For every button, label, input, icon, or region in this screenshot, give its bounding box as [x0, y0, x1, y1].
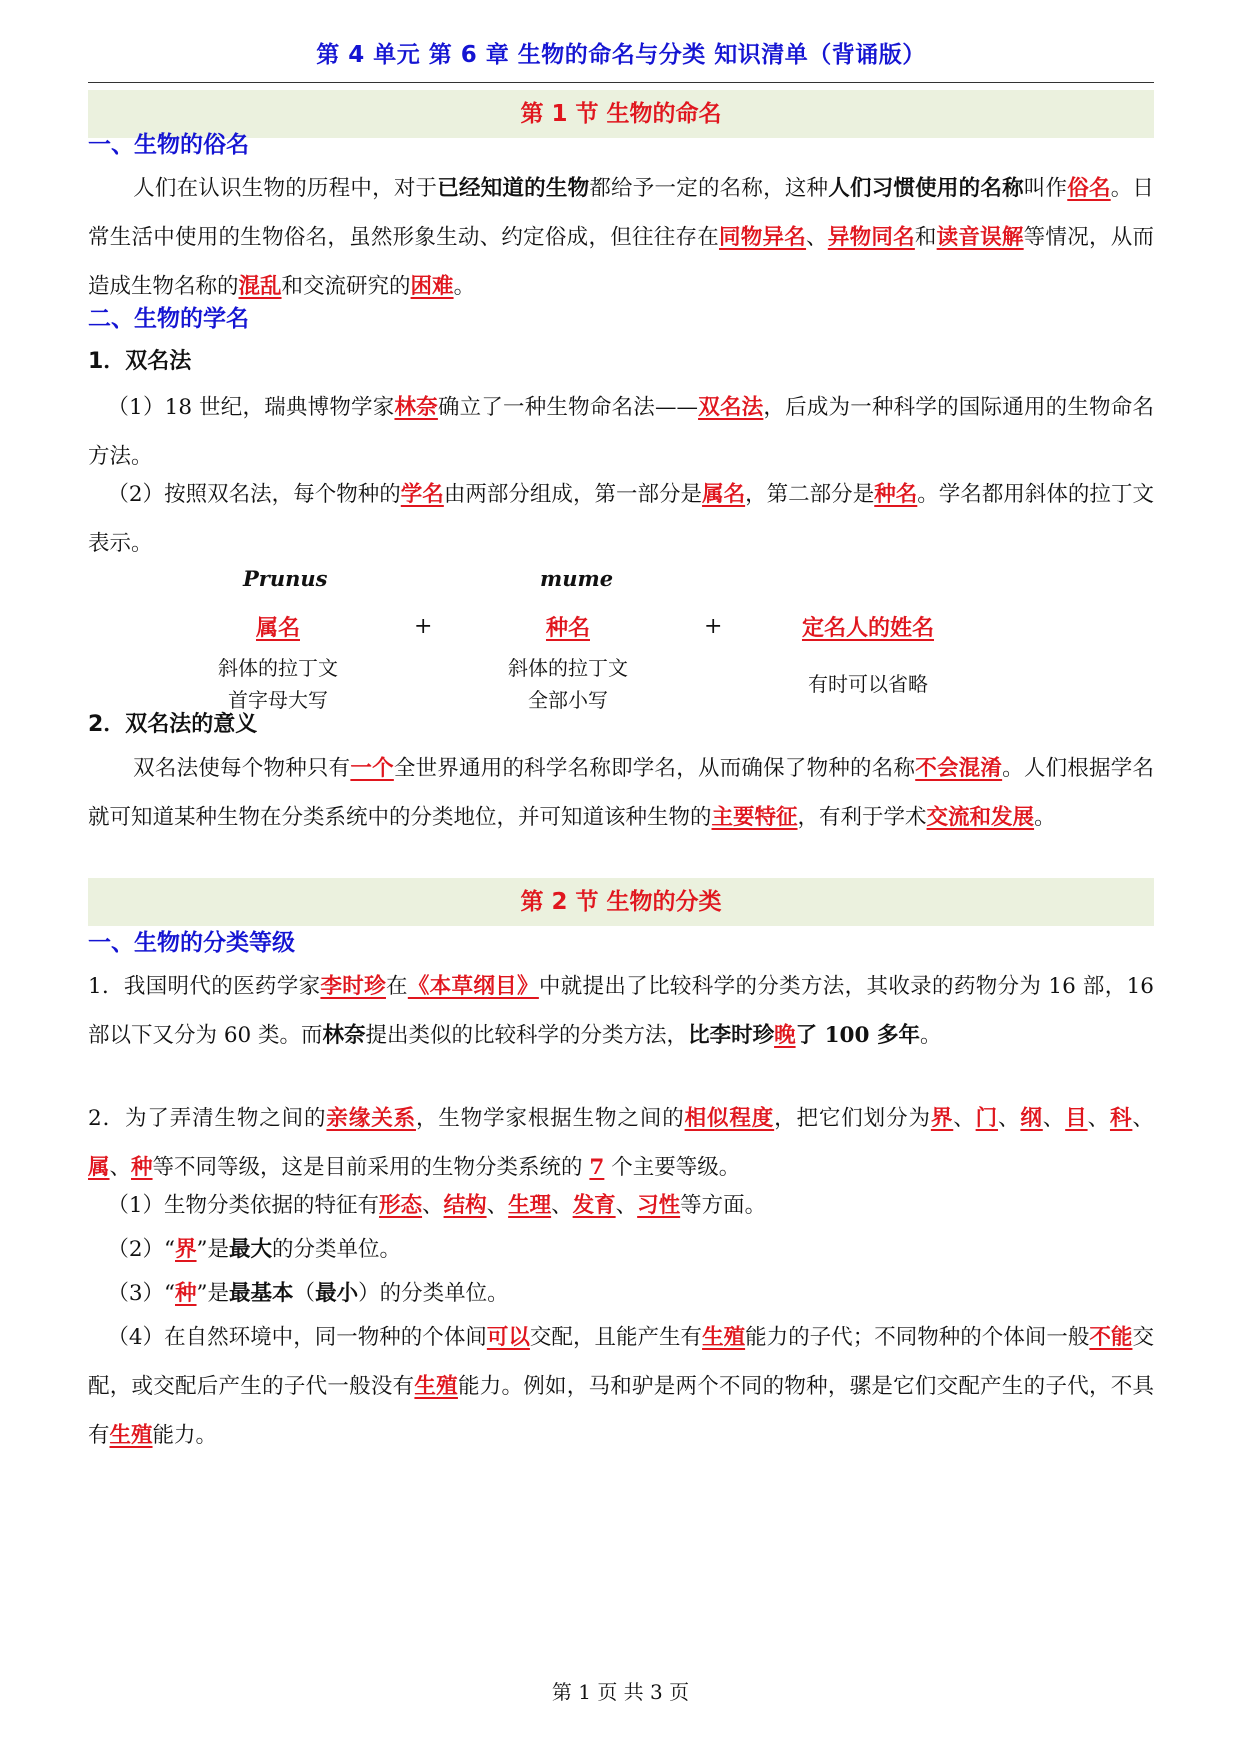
key-term: 学名	[400, 482, 444, 507]
text-run: （1）18 世纪，瑞典博物学家	[107, 395, 395, 420]
heading-scientific-name: 二、生物的学名	[88, 306, 249, 332]
para-binomial-meaning	[88, 744, 1154, 842]
key-term: 形态	[379, 1193, 423, 1218]
key-term: 相似程度	[684, 1106, 775, 1131]
key-term: 异物同名	[827, 225, 915, 250]
key-term: 困难	[410, 274, 454, 299]
section-1-bar: 第 1 节 生物的命名	[88, 90, 1154, 138]
key-term: 可以	[486, 1325, 530, 1350]
species-latin: mume	[540, 566, 614, 591]
text-run: 、	[109, 1155, 132, 1180]
section-2-bar: 第 2 节 生物的分类	[88, 878, 1154, 926]
para-binomial-1	[88, 383, 1154, 481]
key-term: 主要特征	[711, 805, 798, 830]
heading-binomial-meaning: 2．双名法的意义	[88, 712, 258, 737]
text-run: 确立了一种生物命名法——	[437, 395, 699, 420]
key-term: 生殖	[414, 1374, 458, 1399]
key-term: 同物异名	[719, 225, 807, 250]
species-note-line-1: 斜体的拉丁文	[508, 656, 628, 680]
plus-sign-2: +	[704, 614, 723, 639]
text-run: 、	[998, 1106, 1021, 1131]
text-run: ，有利于学术	[797, 805, 927, 830]
text-run: ，把它们划分为	[774, 1106, 931, 1131]
text-run: 、	[615, 1193, 638, 1218]
key-term: 混乱	[238, 274, 282, 299]
key-term: 门	[975, 1106, 999, 1131]
heading-common-name: 一、生物的俗名	[88, 132, 249, 158]
text-run: ”是	[196, 1237, 230, 1262]
key-term: 俗名	[1067, 176, 1111, 201]
text-run: 能力。例如，马和驴是两个不同的物种，骡是它们交配产生的子代，不具有	[88, 1374, 1154, 1448]
text-run: 、	[1087, 1106, 1110, 1131]
text-run: （	[293, 1281, 316, 1306]
para-reproduction	[88, 1313, 1154, 1460]
text-run: 、	[422, 1193, 444, 1218]
key-term: 李时珍	[320, 974, 386, 999]
bold-text: 最小	[315, 1281, 359, 1306]
text-run: 和	[914, 225, 937, 250]
text-run: 由两部分组成，第一部分是	[443, 482, 703, 507]
text-run: 叫作	[1023, 176, 1068, 201]
bold-text: 了 100 多年	[795, 1023, 920, 1048]
text-run: 、	[806, 225, 828, 250]
text-run: 等情况，从而造成生物名称的	[88, 225, 1154, 299]
key-term: 界	[930, 1106, 954, 1131]
para-kingdom	[88, 1225, 1154, 1274]
text-run: 都给予一定的名称，这种	[589, 176, 829, 201]
text-run: 、	[1132, 1106, 1154, 1131]
para-classification-1	[88, 962, 1154, 1060]
heading-taxonomic-ranks: 一、生物的分类等级	[88, 930, 295, 956]
text-run: 能力的子代；不同物种的个体间一般	[745, 1325, 1090, 1350]
bold-text: 已经知道的生物	[437, 176, 590, 201]
text-run: （2）按照双名法，每个物种的	[107, 482, 401, 507]
text-run: 。	[919, 1023, 942, 1048]
key-term: 习性	[637, 1193, 681, 1218]
text-run: ）的分类单位。	[358, 1281, 509, 1306]
key-term: 《本草纲目》	[407, 974, 539, 999]
bold-text: 人们习惯使用的名称	[828, 176, 1024, 201]
key-term: 属	[88, 1155, 110, 1180]
text-run: 。	[453, 274, 476, 299]
text-run: （4）在自然环境中，同一物种的个体间	[107, 1325, 487, 1350]
text-run: 等不同等级，这是目前采用的生物分类系统的	[152, 1155, 590, 1180]
key-term: 双名法	[698, 395, 764, 420]
page-footer: 第 1 页 共 3 页	[551, 1680, 690, 1704]
text-run: 能力。	[152, 1423, 218, 1448]
key-term: 晚	[774, 1023, 796, 1048]
key-term: 种	[131, 1155, 153, 1180]
text-run: （1）生物分类依据的特征有	[107, 1193, 380, 1218]
text-run: 人们在认识生物的历程中，对于	[133, 176, 438, 201]
author-column	[748, 612, 988, 644]
author-label: 定名人的姓名	[801, 615, 934, 641]
author-note: 有时可以省略	[808, 672, 928, 696]
species-label: 种名	[545, 615, 590, 641]
key-term: 不能	[1089, 1325, 1133, 1350]
genus-note-line-1: 斜体的拉丁文	[218, 656, 338, 680]
text-run: 的分类单位。	[272, 1237, 402, 1262]
text-run: 交配，且能产生有	[529, 1325, 703, 1350]
genus-column	[188, 612, 368, 644]
text-run: 等方面。	[680, 1193, 767, 1218]
key-term: 纲	[1020, 1106, 1043, 1131]
key-term: 亲缘关系	[326, 1106, 416, 1131]
text-run: 交配，或交配后产生的子代一般没有	[88, 1325, 1154, 1399]
genus-note-line-2: 首字母大写	[228, 688, 328, 712]
text-run: 1．我国明代的医药学家	[88, 974, 321, 999]
key-term: 结构	[443, 1193, 487, 1218]
key-term: 种名	[874, 482, 918, 507]
text-run: ，后成为一种科学的国际通用的生物命名方法。	[88, 395, 1154, 469]
text-run: 个主要等级。	[604, 1155, 741, 1180]
text-run: 2．为了弄清生物之间的	[88, 1106, 327, 1131]
text-run: 和交流研究的	[281, 274, 411, 299]
key-term: 目	[1065, 1106, 1088, 1131]
species-note	[468, 652, 668, 716]
text-run: （3）“	[107, 1281, 176, 1306]
text-run: 。人们根据学名就可知道某种生物在分类系统中的分类地位，并可知道该种生物的	[88, 756, 1154, 830]
para-species-unit	[88, 1269, 1154, 1318]
bold-text: 最基本	[229, 1281, 294, 1306]
heading-binomial: 1．双名法	[88, 349, 192, 374]
text-run: ”是	[196, 1281, 230, 1306]
para-classification-2	[88, 1094, 1154, 1192]
para-binomial-2	[88, 470, 1154, 568]
document-title: 第 4 单元 第 6 章 生物的命名与分类 知识清单（背诵版）	[316, 42, 926, 68]
text-run: 、	[551, 1193, 573, 1218]
text-run: 、	[953, 1106, 976, 1131]
key-term: 林奈	[394, 395, 438, 420]
species-column	[478, 612, 658, 644]
bold-text: 最大	[229, 1237, 273, 1262]
text-run: 。学名都用斜体的拉丁文表示。	[88, 482, 1154, 556]
text-run: （2）“	[107, 1237, 176, 1262]
key-term: 发育	[572, 1193, 616, 1218]
genus-latin: Prunus	[243, 566, 328, 591]
key-term: 生殖	[109, 1423, 153, 1448]
key-term: 一个	[350, 756, 394, 781]
text-run: 。日常生活中使用的生物俗名，虽然形象生动、约定俗成，但往往存在	[88, 176, 1154, 250]
key-term: 读音误解	[936, 225, 1024, 250]
text-run: ，生物学家根据生物之间的	[415, 1106, 685, 1131]
key-term: 不会混淆	[915, 756, 1003, 781]
text-run: 。	[1034, 805, 1056, 830]
text-run: 中就提出了比较科学的分类方法，其收录的药物分为 16 部，16 部以下又分为 60 类。而	[88, 974, 1154, 1048]
key-term: 属名	[702, 482, 746, 507]
text-run: ，第二部分是	[745, 482, 875, 507]
bold-text: 林奈	[322, 1023, 366, 1048]
text-run: 全世界通用的科学名称即学名，从而确保了物种的名称	[393, 756, 916, 781]
text-run: 、	[486, 1193, 509, 1218]
plus-sign-1: +	[414, 614, 433, 639]
key-term: 界	[175, 1237, 197, 1262]
key-term: 种	[175, 1281, 197, 1306]
species-note-line-2: 全部小写	[528, 688, 608, 712]
bold-text: 比李时珍	[688, 1023, 775, 1048]
genus-label: 属名	[255, 615, 300, 641]
text-run: 、	[1042, 1106, 1066, 1131]
text-run: 提出类似的比较科学的分类方法，	[365, 1023, 689, 1048]
genus-note	[178, 652, 378, 716]
key-term: 科	[1109, 1106, 1133, 1131]
title-divider	[88, 82, 1154, 83]
text-run: 在	[385, 974, 408, 999]
key-term: 7	[589, 1155, 605, 1180]
para-common-name	[88, 164, 1154, 311]
key-term: 交流和发展	[926, 805, 1035, 830]
text-run: 双名法使每个物种只有	[133, 756, 351, 781]
para-classification-basis	[88, 1181, 1154, 1230]
key-term: 生理	[508, 1193, 552, 1218]
key-term: 生殖	[702, 1325, 746, 1350]
